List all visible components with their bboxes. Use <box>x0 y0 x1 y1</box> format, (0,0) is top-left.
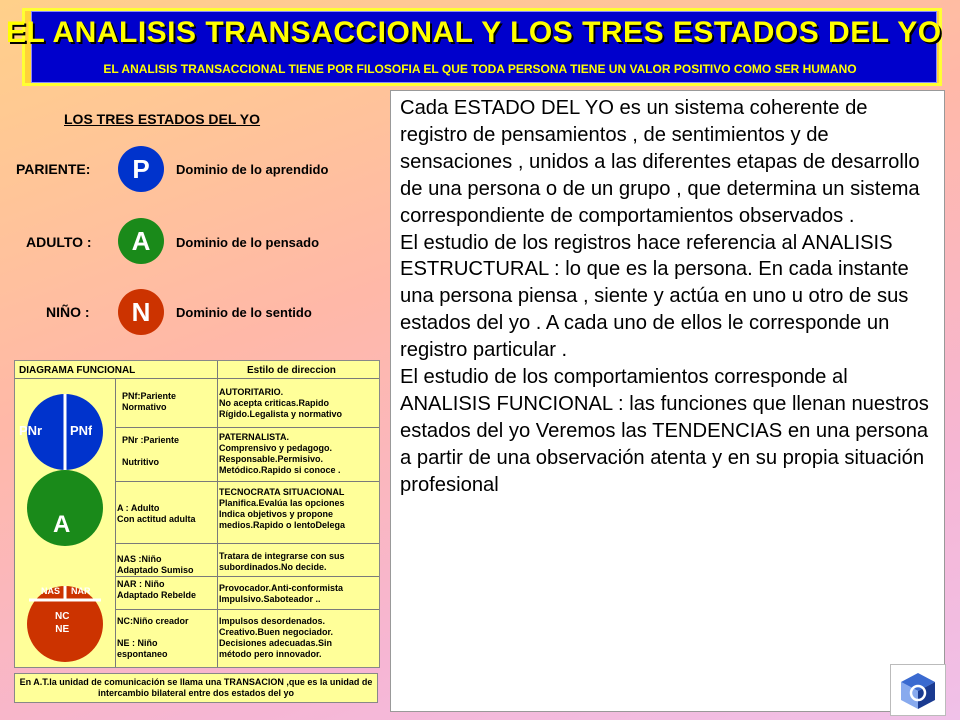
diagram-header-left: DIAGRAMA FUNCIONAL <box>19 365 136 376</box>
states-title: LOS TRES ESTADOS DEL YO <box>64 111 261 127</box>
main-paragraph-3: El estudio de los comportamientos corresponde al ANALISIS FUNCIONAL : las funciones que llenan nuestros estados del yo Veremos las TENDENCIAS en una persona a partir de una observación atenta y en su propia situación profesional <box>400 366 929 496</box>
label-pnr: PNr <box>19 424 43 438</box>
row-left-nc-ne: NC:Niño creador NE : Niño espontaneo <box>117 616 189 659</box>
diagram-column-divider <box>217 361 218 667</box>
row-right-pnr: PATERNALISTA. Comprensivo y pedagogo. Responsable.Permisivo. Metódico.Rapido si conoce . <box>219 432 341 475</box>
state-desc-pariente: Dominio de lo aprendido <box>176 162 329 177</box>
diagram-row-divider <box>115 609 379 610</box>
main-paragraph-1: Cada ESTADO DEL YO es un sistema coherente de registro de pensamientos , de sentimientos y de sensaciones , unidos a las diferentes etapas de desarrollo de una persona o de un grupo , que determina un sistema correspondiente de comportamientos observados . <box>400 97 920 227</box>
diagram-row-divider <box>115 543 379 544</box>
label-nas: NAS <box>41 586 61 596</box>
row-left-nar: NAR : Niño Adaptado Rebelde <box>117 579 197 600</box>
state-desc-adulto: Dominio de lo pensado <box>176 235 320 250</box>
label-pnf: PNf <box>70 424 93 438</box>
state-label-nino: NIÑO : <box>46 304 90 320</box>
transaction-note: En A.T.la unidad de comunicación se llama una TRANSACION ,que es la unidad de intercambio bilateral entre dos estados del yo <box>14 673 378 703</box>
diagram-row-divider <box>115 481 379 482</box>
cube-logo-icon <box>891 665 945 715</box>
row-right-pnf: AUTORITARIO. No acepta criticas.Rapido Rígido.Legalista y normativo <box>219 387 343 419</box>
diagram-circle-divider <box>115 378 116 667</box>
label-adult: A <box>53 511 71 538</box>
page-title: EL ANALISIS TRANSACCIONAL Y LOS TRES ESTADOS DEL YO <box>6 16 942 49</box>
state-desc-nino: Dominio de lo sentido <box>176 305 312 320</box>
row-left-pnr: PNr :Pariente Nutritivo <box>122 435 180 467</box>
state-label-adulto: ADULTO : <box>26 234 92 250</box>
label-nar: NAR <box>71 586 91 596</box>
functional-diagram <box>14 360 380 668</box>
row-right-nc-ne: Impulsos desordenados. Creativo.Buen negociador. Decisiones adecuadas.Sin método pero innovador. <box>219 616 334 659</box>
row-left-adult: A : Adulto Con actitud adulta <box>117 503 196 524</box>
label-nc-ne: NC NE <box>55 611 70 635</box>
state-circle-p: P <box>118 146 164 192</box>
logo <box>890 664 946 716</box>
row-right-nar: Provocador.Anti-conformista Impulsivo.Saboteador .. <box>219 583 344 604</box>
main-text-panel <box>390 90 945 712</box>
diagram-header-right: Estilo de direccion <box>247 365 336 376</box>
row-right-nas: Tratara de integrarse con sus subordinados.No decide. <box>219 551 345 572</box>
row-left-nas: NAS :Niño Adaptado Sumiso <box>117 554 194 575</box>
diagram-row-divider <box>115 427 379 428</box>
row-right-adult: TECNOCRATA SITUACIONAL Planifica.Evalúa las opciones Indica objetivos y propone medios.Rapido o lentoDelega <box>219 487 346 530</box>
main-paragraph-2: El estudio de los registros hace referencia al ANALISIS ESTRUCTURAL : lo que es la persona. En cada instante una persona piensa , siente y actúa en uno u otro de sus estados del yo . A cada uno de ellos le corresponde un registro particular . <box>400 231 909 362</box>
state-label-pariente: PARIENTE: <box>16 161 91 177</box>
page-subtitle: EL ANALISIS TRANSACCIONAL TIENE POR FILOSOFIA EL QUE TODA PERSONA TIENE UN VALOR POSITIVO COMO SER HUMANO <box>103 62 857 76</box>
state-circle-a: A <box>118 218 164 264</box>
diagram-row-divider <box>115 576 379 577</box>
row-left-pnf: PNf:Pariente Normativo <box>122 391 177 412</box>
state-circle-n: N <box>118 289 164 335</box>
